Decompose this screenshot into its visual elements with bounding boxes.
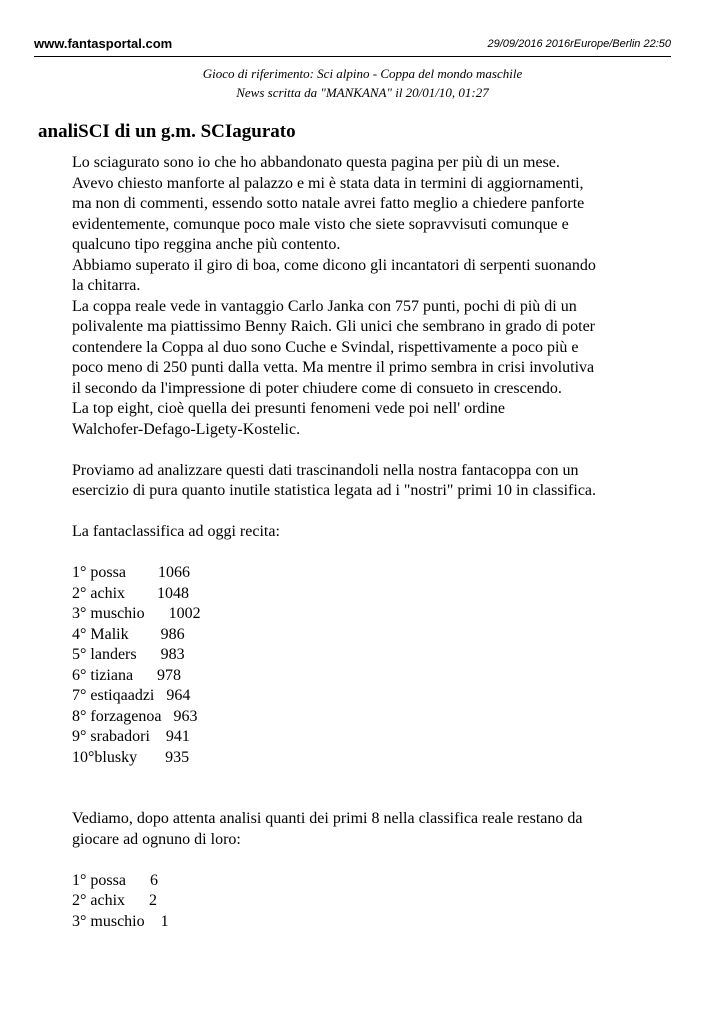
text-line: Lo sciagurato sono io che ho abbandonato questa pagina per più di un mese. [72,154,560,171]
page-header [34,36,671,57]
author-line: News scritta da "MANKANA" il 20/01/10, 01:27 [236,85,489,100]
text-line: Proviamo ad analizzare questi dati trascinandoli nella nostra fantacoppa con un [72,461,579,479]
ranking-item: 1° possa 1066 [72,564,190,581]
article-title: analiSCI di un g.m. SCIagurato [38,121,296,142]
text-line: ma non di commenti, essendo sotto natale avrei fatto meglio a chiedere panforte [72,195,585,212]
ranking-intro: La fantaclassifica ad oggi recita: [72,523,280,540]
remaining-list [72,871,682,933]
text-line: qualcuno tipo reggina anche più contento. [72,236,341,253]
text-line: esercizio di pura quanto inutile statistica legata ad i "nostri" primi 10 in classifica. [72,482,597,499]
text-line: poco meno di 250 punti dalla vetta. Ma mentre il primo sembra in crisi involutiva [72,359,595,376]
ranking-item: 4° Malik 986 [72,625,185,643]
text-line: la chitarra. [72,277,141,294]
remaining-item: 2° achix 2 [72,892,158,909]
text-line: Avevo chiesto manforte al palazzo e mi è stata data in termini di aggiornamenti, [72,174,584,192]
ranking-item: 6° tiziana 978 [72,666,182,684]
text-line: evidentemente, comunque poco male visto che siete sopravvisuti comunque e [72,215,569,233]
ranking-item: 8° forzagenoa 963 [72,707,198,725]
text-line: La coppa reale vede in vantaggio Carlo Janka con 757 punti, pochi di più di un [72,297,577,315]
ranking-item: 2° achix 1048 [72,584,190,602]
text-line: il secondo da l'impressione di poter chiudere come di consueto in crescendo. [72,379,562,397]
article-meta [0,64,725,102]
paragraph-intro [72,153,682,440]
reference-game: Gioco di riferimento: Sci alpino - Coppa del mondo maschile [202,66,523,81]
ranking-item: 10°blusky 935 [72,748,190,766]
remaining-item: 1° possa 6 [72,871,158,889]
paragraph-analysis [72,461,682,502]
text-line: La top eight, cioè quella dei presunti fenomeni vede poi nell' ordine [72,400,505,417]
paragraph-remaining [72,809,682,850]
ranking-item: 5° landers 983 [72,646,185,663]
text-line: Walchofer-Defago-Ligety-Kostelic. [72,420,301,438]
text-line: Abbiamo superato il giro di boa, come dicono gli incantatori di serpenti suonando [72,256,596,274]
fanta-ranking-list [72,563,682,768]
site-url[interactable]: www.fantasportal.com [34,36,173,51]
article-body [72,153,682,932]
ranking-item: 9° srabadori 941 [72,728,190,745]
text-line: polivalente ma piattissimo Benny Raich. Gli unici che sembrano in grado di poter [72,318,595,335]
ranking-item: 7° estiqaadzi 964 [72,687,191,704]
remaining-item: 3° muschio 1 [72,912,169,930]
text-line: contendere la Coppa al duo sono Cuche e Svindal, rispettivamente a poco più e [72,338,579,356]
text-line: Vediamo, dopo attenta analisi quanti dei primi 8 nella classifica reale restano da [72,810,583,827]
print-timestamp: 29/09/2016 2016rEurope/Berlin 22:50 [487,38,671,50]
text-line: giocare ad ognuno di loro: [72,830,241,848]
ranking-item: 3° muschio 1002 [72,605,201,622]
